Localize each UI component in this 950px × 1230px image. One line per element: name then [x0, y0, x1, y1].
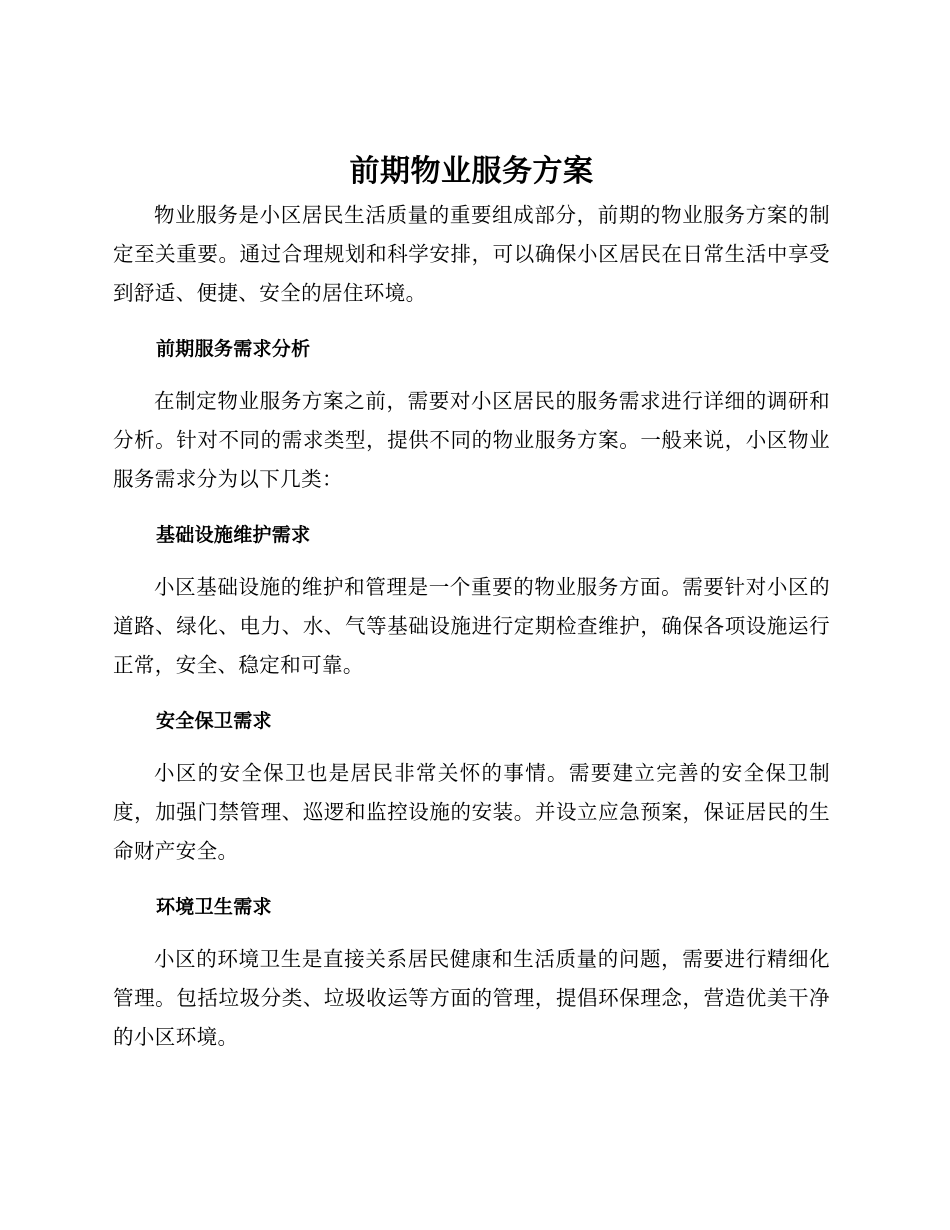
- section-paragraph: 小区基础设施的维护和管理是一个重要的物业服务方面。需要针对小区的道路、绿化、电力、水、气等基础设施进行定期检查维护，确保各项设施运行正常，安全、稳定和可靠。: [113, 575, 830, 677]
- section-infrastructure-maintenance: [113, 520, 830, 685]
- section-paragraph: 小区的安全保卫也是居民非常关怀的事情。需要建立完善的安全保卫制度，加强门禁管理、巡逻和监控设施的安装。并设立应急预案，保证居民的生命财产安全。: [113, 761, 830, 863]
- intro-paragraph: 物业服务是小区居民生活质量的重要组成部分，前期的物业服务方案的制定至关重要。通过合理规划和科学安排，可以确保小区居民在日常生活中享受到舒适、便捷、安全的居住环境。: [113, 203, 830, 305]
- section-paragraph: 在制定物业服务方案之前，需要对小区居民的服务需求进行详细的调研和分析。针对不同的需求类型，提供不同的物业服务方案。一般来说，小区物业服务需求分为以下几类：: [113, 389, 830, 491]
- section-paragraph: 小区的环境卫生是直接关系居民健康和生活质量的问题，需要进行精细化管理。包括垃圾分类、垃圾收运等方面的管理，提倡环保理念，营造优美干净的小区环境。: [113, 947, 830, 1049]
- section-environmental-sanitation: [113, 892, 830, 1057]
- document-title: 前期物业服务方案: [349, 154, 594, 189]
- section-heading: 环境卫生需求: [156, 896, 272, 918]
- section-heading: 前期服务需求分析: [156, 338, 311, 360]
- section-service-demand-analysis: [113, 334, 830, 499]
- section-heading: 安全保卫需求: [156, 710, 272, 732]
- document-page: [113, 150, 830, 1057]
- section-security: [113, 706, 830, 871]
- section-heading: 基础设施维护需求: [156, 524, 311, 546]
